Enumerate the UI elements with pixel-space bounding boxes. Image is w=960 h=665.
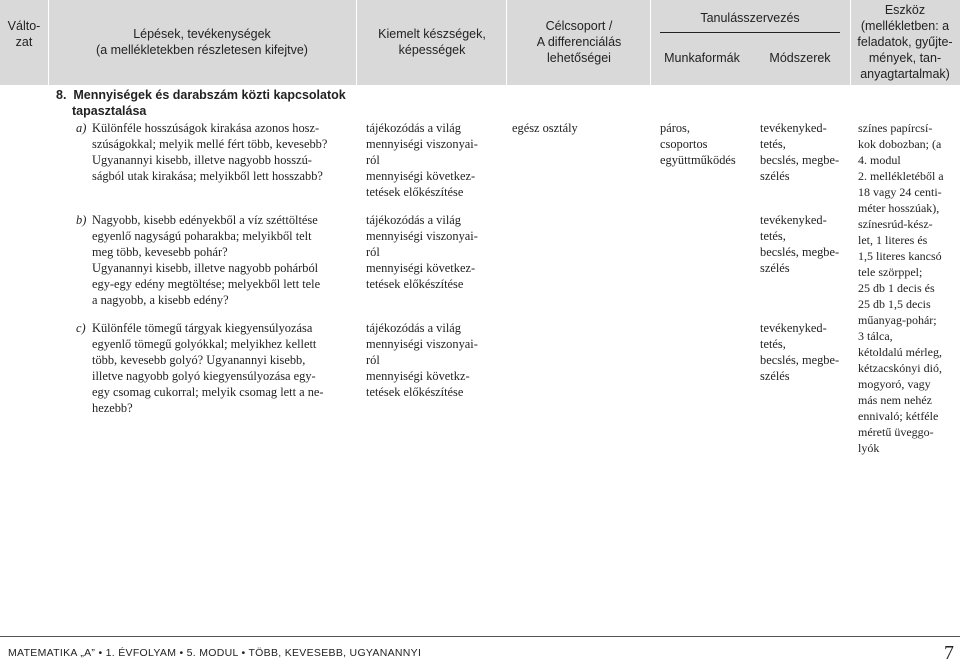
methods-a — [760, 120, 852, 184]
step-a — [92, 120, 356, 184]
text-line: 4. modul — [858, 153, 901, 167]
work-forms — [660, 120, 756, 168]
header-col-steps — [56, 26, 348, 58]
item-marker: b) — [76, 213, 87, 227]
text-line: tele szörppel; — [858, 265, 923, 279]
text-line: Ugyanannyi kisebb, illetve nagyobb pohárból — [92, 261, 319, 275]
text-line: 3 tálca, — [858, 329, 893, 343]
text-line: tetés, — [760, 229, 786, 243]
header-divider — [356, 0, 357, 85]
text-line: tetések előkészítése — [366, 385, 464, 399]
text-line: Különféle hosszúságok kirakása azonos hosz- — [92, 121, 320, 135]
text-line: 25 db 1 decis és — [858, 281, 935, 295]
text-line: let, 1 literes és — [858, 233, 928, 247]
text-line: becslés, megbe- — [760, 245, 840, 259]
tools-list — [858, 120, 960, 456]
footer-rule — [0, 636, 960, 637]
text-line: egyenlő nagyságú poharakba; melyikből telt — [92, 229, 312, 243]
text-line: 1,5 literes kancsó — [858, 249, 942, 263]
methods-b — [760, 212, 852, 276]
text-line: hezebb? — [92, 401, 133, 415]
text-line: ról — [366, 153, 380, 167]
text-line: ságból utak kirakása; melyikből lett hosszabb? — [92, 169, 323, 183]
text-line: tevékenyked- — [760, 321, 827, 335]
header-col-variable — [2, 18, 46, 50]
text-line: szélés — [760, 369, 790, 383]
text-line: csoportos — [660, 137, 708, 151]
text-line: illetve nagyobb golyó kiegyensúlyozása egy- — [92, 369, 316, 383]
text-line: meg több, kevesebb pohár? — [92, 245, 228, 259]
text-line: lyók — [858, 441, 880, 455]
header-text: Célcsoport / — [545, 19, 613, 33]
text-line: más nem nehéz — [858, 393, 932, 407]
header-text: (a mellékletekben részletesen kifejtve) — [96, 43, 308, 57]
text-line: tevékenyked- — [760, 213, 827, 227]
text-line: mennyiségi viszonyai- — [366, 337, 478, 351]
text-line: Ugyanannyi kisebb, illetve nagyobb hosszú- — [92, 153, 312, 167]
text-line: egy csomag cukorral; melyik csomag lett a ne- — [92, 385, 324, 399]
target-group: egész osztály — [512, 121, 578, 135]
methods-c — [760, 320, 852, 384]
skills-b — [366, 212, 506, 292]
running-footer: MATEMATIKA „A” • 1. ÉVFOLYAM • 5. MODUL • TÖBB, KEVESEBB, UGYANANNYI — [8, 647, 422, 659]
text-line: 25 db 1,5 decis — [858, 297, 931, 311]
header-text: mények, tan- — [868, 51, 942, 65]
header-divider — [850, 0, 851, 85]
step-title-line: tapasztalása — [72, 104, 147, 118]
text-line: tetés, — [760, 337, 786, 351]
header-col-forms — [654, 50, 750, 66]
text-line: 18 vagy 24 centi- — [858, 185, 942, 199]
text-line: tetés, — [760, 137, 786, 151]
header-text: lehetőségei — [547, 51, 611, 65]
page-number: 7 — [944, 642, 954, 664]
text-line: mogyoró, vagy — [858, 377, 931, 391]
header-text: A differenciálás — [536, 35, 622, 49]
text-line: tetések előkészítése — [366, 185, 464, 199]
header-text: Eszköz — [884, 3, 926, 17]
header-text: Tanulásszervezés — [700, 11, 800, 25]
text-line: ról — [366, 353, 380, 367]
item-marker: a) — [76, 121, 87, 135]
text-line: mennyiségi viszonyai- — [366, 137, 478, 151]
text-line: becslés, megbe- — [760, 153, 840, 167]
text-line: 2. mellékletéből a — [858, 169, 944, 183]
step-b — [92, 212, 356, 308]
header-text: képességek — [398, 43, 466, 57]
text-line: szélés — [760, 169, 790, 183]
text-line: mennyiségi viszonyai- — [366, 229, 478, 243]
text-line: műanyag-pohár; — [858, 313, 937, 327]
text-line: tájékozódás a világ — [366, 121, 461, 135]
text-line: mennyiségi következ- — [366, 169, 476, 183]
text-line: méretű üveggo- — [858, 425, 934, 439]
text-line: ennivaló; kétféle — [858, 409, 939, 423]
text-line: szélés — [760, 261, 790, 275]
text-line: tájékozódás a világ — [366, 321, 461, 335]
header-divider — [650, 0, 651, 85]
header-text: (mellékletben: a — [860, 19, 950, 33]
header-text: zat — [15, 35, 33, 49]
text-line: becslés, megbe- — [760, 353, 840, 367]
header-col-organization — [652, 10, 848, 26]
text-line: mennyiségi követkz- — [366, 369, 470, 383]
text-line: mennyiségi következ- — [366, 261, 476, 275]
text-line: a nagyobb, a kisebb edény? — [92, 293, 229, 307]
text-line: méter hosszúak), — [858, 201, 940, 215]
text-line: Nagyobb, kisebb edényekből a víz széttöltése — [92, 213, 318, 227]
text-line: Különféle tömegű tárgyak kiegyensúlyozása — [92, 321, 313, 335]
text-line: tájékozódás a világ — [366, 213, 461, 227]
header-col-tools — [852, 2, 958, 82]
header-text: anyagtartalmak) — [860, 67, 950, 81]
text-line: egyenlő tömegű golyókkal; melyikhez kellett — [92, 337, 317, 351]
step-number: 8. — [56, 88, 67, 102]
text-line: egy-egy edény megtöltése; melyekből lett tele — [92, 277, 321, 291]
text-line: kétzacskónyi dió, — [858, 361, 942, 375]
skills-a — [366, 120, 506, 200]
text-line: ról — [366, 245, 380, 259]
step-title-line: Mennyiségek és darabszám közti kapcsolatok — [73, 88, 346, 102]
text-line: színes papírcsí- — [858, 121, 933, 135]
text-line: színesrúd-kész- — [858, 217, 933, 231]
header-divider — [48, 0, 49, 85]
text-line: páros, — [660, 121, 690, 135]
skills-c — [366, 320, 506, 400]
step-title — [56, 87, 356, 119]
text-line: kok dobozban; (a — [858, 137, 942, 151]
header-text: Kiemelt készségek, — [378, 27, 486, 41]
header-col-methods — [752, 50, 848, 66]
text-line: együttműködés — [660, 153, 736, 167]
step-c — [92, 320, 356, 416]
header-col-skills — [360, 26, 504, 58]
text-line: tevékenyked- — [760, 121, 827, 135]
text-line: szúságokkal; melyik mellé fért több, kevesebb? — [92, 137, 328, 151]
header-text: Válto- — [7, 19, 41, 33]
header-text: Lépések, tevékenységek — [133, 27, 271, 41]
text-line: tetések előkészítése — [366, 277, 464, 291]
header-divider — [506, 0, 507, 85]
header-text: Munkaformák — [664, 51, 740, 65]
header-text: Módszerek — [769, 51, 831, 65]
header-subrule — [660, 32, 840, 33]
item-marker: c) — [76, 321, 86, 335]
header-text: feladatok, gyűjte- — [857, 35, 953, 49]
text-line: kétoldalú mérleg, — [858, 345, 942, 359]
header-col-target — [510, 18, 648, 66]
text-line: több, kevesebb golyó? Ugyanannyi kisebb, — [92, 353, 306, 367]
